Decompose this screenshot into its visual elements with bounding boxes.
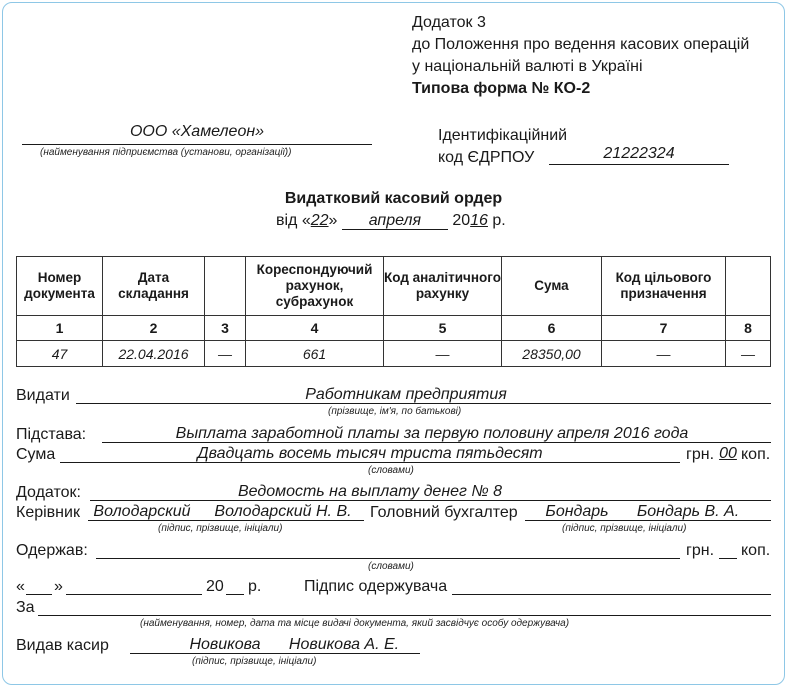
- accountant-label: Головний бухгалтер: [370, 504, 518, 521]
- amount-in-words: Двадцать восемь тысяч триста пятьдесят: [197, 445, 543, 462]
- amount-grn: грн.: [686, 446, 715, 463]
- received-caption: (словами): [368, 561, 414, 572]
- issue-recipient: Работникам предприятия: [305, 386, 507, 403]
- cell-doc-number: 47: [17, 341, 103, 367]
- header-purpose-code: Код цільового призначення: [602, 257, 726, 316]
- order-month: апреля: [342, 213, 448, 230]
- received-grn: грн.: [686, 542, 715, 559]
- basis-label: Підстава:: [16, 426, 87, 443]
- amount-caption: (словами): [368, 465, 414, 476]
- edrpou-label: код ЄДРПОУ: [438, 149, 535, 166]
- table-number-row: 1 2 3 4 5 6 7 8: [17, 316, 771, 341]
- cell-date: 22.04.2016: [103, 341, 205, 367]
- header-empty: [205, 257, 246, 316]
- director-signature: Володарский: [93, 503, 191, 520]
- header-correspondent-account: Кореспондуючий рахунок, субрахунок: [246, 257, 384, 316]
- by-caption: (найменування, номер, дата та місце видачі документа, який засвідчує особу одержувача): [140, 618, 570, 629]
- accountant-name: Бондарь В. А.: [636, 503, 740, 520]
- director-name: Володарский Н. В.: [214, 503, 352, 520]
- header-empty-2: [726, 257, 771, 316]
- amount-kop: коп.: [741, 446, 771, 463]
- cashier-signature: Новикова: [189, 636, 261, 653]
- table-header-row: [17, 257, 771, 316]
- cashier-name: Новикова А. Е.: [288, 636, 400, 653]
- header-amount: Сума: [502, 257, 602, 316]
- cell-account: 661: [246, 341, 384, 367]
- table-row: 47 22.04.2016 — 661 — 28350,00 — —: [17, 341, 771, 367]
- accountant-caption: (підпис, прізвище, ініціали): [562, 523, 687, 534]
- date-year-suffix: р.: [248, 578, 262, 595]
- by-label: За: [16, 599, 35, 616]
- id-label: Ідентифікаційний: [438, 127, 568, 144]
- appendix-label: Додаток 3: [412, 14, 486, 31]
- organization-caption: (найменування підприємства (установи, організації)): [40, 147, 292, 158]
- organization-name: ООО «Хамелеон»: [129, 123, 265, 140]
- cashier-label: Видав касир: [16, 637, 109, 654]
- attachment-label: Додаток:: [16, 484, 81, 501]
- form-number: Типова форма № КО-2: [412, 80, 591, 97]
- amount-kop-value: 00: [719, 445, 737, 462]
- date-open-quote: «: [16, 578, 25, 595]
- regulation-line-2: у національній валюті в Україні: [412, 58, 643, 75]
- received-kop: коп.: [741, 542, 771, 559]
- director-label: Керівник: [16, 504, 80, 521]
- basis-value: Выплата заработной платы за первую половину апреля 2016 года: [175, 425, 689, 442]
- issue-label: Видати: [16, 387, 70, 404]
- received-label: Одержав:: [16, 542, 88, 559]
- accountant-signature: Бондарь: [545, 503, 609, 520]
- issue-caption: (прізвище, ім'я, по батькові): [328, 406, 462, 417]
- attachment-value: Ведомость на выплату денег № 8: [237, 483, 503, 500]
- recipient-signature-label: Підпис одержувача: [304, 578, 448, 595]
- edrpou-code: 21222324: [603, 145, 675, 162]
- date-year-prefix: 20: [206, 578, 224, 595]
- amount-label: Сума: [16, 446, 56, 463]
- header-analytic-code: Код аналітичного рахунку: [384, 257, 502, 316]
- header-doc-number: Номер документа: [17, 257, 103, 316]
- order-table: [16, 256, 771, 367]
- cashier-caption: (підпис, прізвище, ініціали): [192, 656, 317, 667]
- regulation-line: до Положення про ведення касових операцій: [412, 36, 750, 53]
- cell-amount: 28350,00: [502, 341, 602, 367]
- document-title: Видатковий касовий ордер: [284, 190, 503, 207]
- order-year: 16: [470, 212, 488, 229]
- order-day: 22: [310, 212, 329, 229]
- director-caption: (підпис, прізвище, ініціали): [158, 523, 283, 534]
- date-close-quote: »: [54, 578, 63, 595]
- order-date: від «22» апреля 2016 р.: [276, 212, 506, 229]
- header-date: Дата складання: [103, 257, 205, 316]
